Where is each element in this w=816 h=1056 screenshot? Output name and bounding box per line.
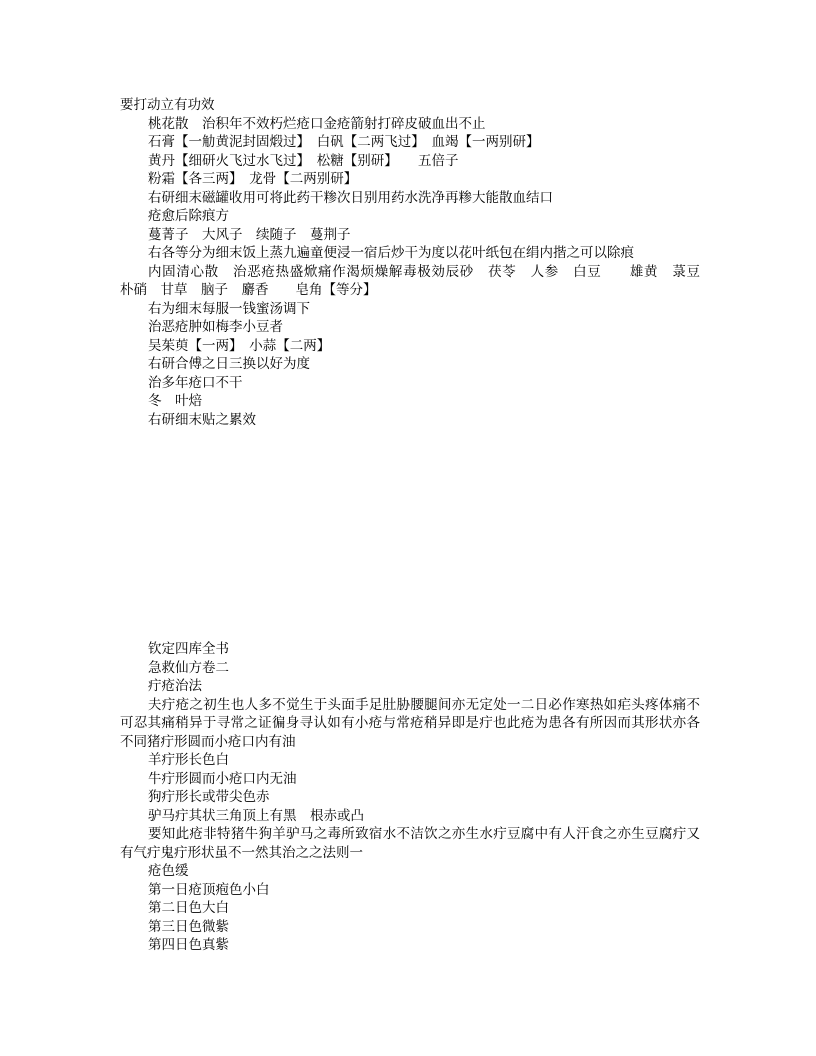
text-line: 粉霜【各三两】 龙骨【二两别研】 [148,171,358,187]
text-line: 右研细末磁罐收用可将此药干糁次日别用药水洗净再糁大能散血结口 [148,189,553,206]
volume-title: 急救仙方卷二 [148,659,229,676]
text-line: 蔓菁子 大风子 续随子 蔓荆子 [148,226,351,243]
text-line: 治恶疮肿如梅李小豆者 [148,319,283,335]
text-line: 桃花散 治积年不效朽烂疮口金疮箭射打碎皮破血出不止 [148,115,486,132]
text-line: 第一日疮顶疱色小白 [148,881,270,898]
text-line: 牛疔形圆而小疮口内无油 [148,770,297,787]
text-line: 吴茱萸【一两】 小蒜【二两】 [148,337,331,354]
text-line: 疮色缓 [148,863,189,879]
text-line: 第二日色大白 [148,900,229,916]
book-title: 钦定四库全书 [148,641,229,657]
text-paragraph: 内固清心散 治恶疮热盛焮痛作渴烦燥解毒极効辰砂 茯苓 人参 白豆 雄黄 菉豆 朴硝 甘草 脑子 麝香 皂角【等分】 [120,263,714,298]
text-line: 疮愈后除痕方 [148,208,229,224]
text-paragraph: 夫疔疮之初生也人多不觉生于头面手足肚胁腰腿间亦无定处一二日必作寒热如疟头疼体痛不可忍其痛稍异于寻常之证徧身寻认如有小疮与常疮稍异即是疔也此疮为患各有所因而其形状亦各不同猪疔形圆而小疮口内有油 [120,696,700,750]
text-line: 驴马疔其状三角顶上有黑 根赤或凸 [148,807,364,824]
text-line: 治多年疮口不干 [148,374,243,391]
text-line: 黄丹【细研火飞过水飞过】 松糖【别研】 五倍子 [148,152,459,169]
text-line: 右各等分为细末饭上蒸九遍童便浸一宿后炒干为度以花叶纸包在绢内揩之可以除痕 [148,245,634,261]
text-line: 第四日色真紫 [148,937,229,953]
text-line: 右为细末每服一钱蜜汤调下 [148,300,310,317]
text-paragraph: 要知此疮非特猪牛狗羊驴马之毒所致宿水不洁饮之亦生水疔豆腐中有人汗食之亦生豆腐疔又有气疔鬼疔形状虽不一然其治之之法则一 [120,826,700,861]
text-line: 右研合傅之日三换以好为度 [148,356,310,372]
text-line: 石膏【一觔黄泥封固煅过】 白矾【二两飞过】 血竭【一两别研】 [148,134,540,150]
text-line: 冬 叶焙 [148,393,202,409]
bottom-text-block [120,640,700,955]
top-text-block [120,96,714,429]
section-title: 疔疮治法 [148,678,202,694]
text-line: 右研细末贴之累效 [148,411,256,428]
text-line: 狗疔形长或带尖色赤 [148,789,270,805]
text-line: 要打动立有功效 [120,97,215,113]
text-line: 第三日色微紫 [148,918,229,935]
text-line: 羊疔形长色白 [148,752,229,768]
